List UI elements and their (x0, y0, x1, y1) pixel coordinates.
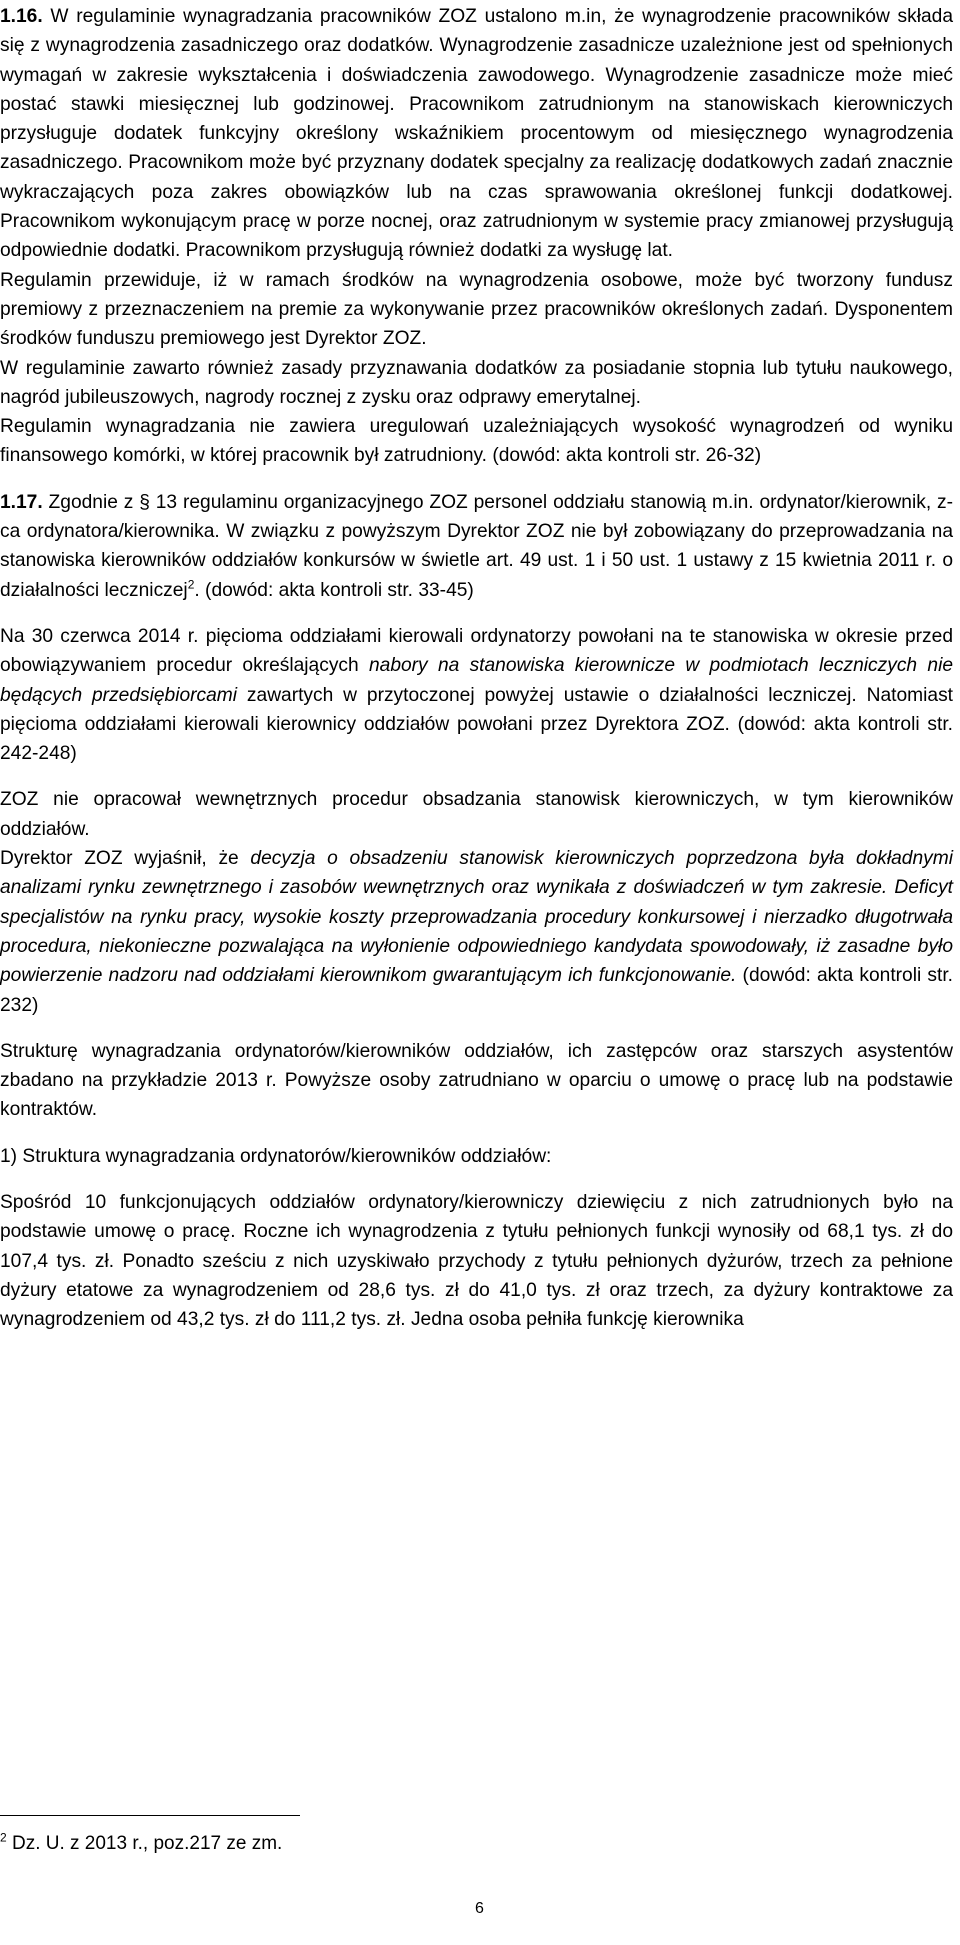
paragraph-section-1-16 (0, 2, 953, 266)
paragraph-text: W regulaminie wynagradzania pracowników ZOZ ustalono m.in, że wynagrodzenie pracowników składa się z wynagrodzenia zasadniczego oraz dodatków. Wynagrodzenie zasadnicze uzależnione jest od spełnionych wymagań w zakresie wykształcenia i doświadczenia zawodowego. Wynagrodzenie zasadnicze może mieć postać stawki miesięcznej lub godzinowej. Pracownikom zatrudnionym na stanowiskach kierowniczych przysługuje dodatek funkcyjny określony wskaźnikiem procentowym od miesięcznego wynagrodzenia zasadniczego. Pracownikom może być przyznany dodatek specjalny za realizację dodatkowych zadań znacznie wykraczających poza zakres obowiązków lub na czas sprawowania określonej funkcji dodatkowej. Pracownikom wykonującym pracę w porze nocnej, oraz zatrudnionym w systemie pracy zmianowej przysługują odpowiednie dodatki. Pracownikom przysługują również dodatki za wysługę lat. (0, 6, 953, 262)
paragraph-procedures: ZOZ nie opracował wewnętrznych procedur obsadzania stanowisk kierowniczych, w tym kierowników oddziałów. (0, 789, 953, 840)
paragraph-italic: decyzja o obsadzeniu stanowisk kierowniczych poprzedzona była dokładnymi analizami rynku zewnętrznego i zasobów wewnętrznych oraz wynikała z doświadczeń w tym zakresie. Deficyt specjalistów na rynku pracy, wysokie koszty przeprowadzania procedury konkursowej i nierzadko długotrwała procedura, niekonieczne pozwalająca na wyłonienie odpowiedniego kandydata spowodowały, iż zasadne było powierzenie nadzoru nad oddziałami kierownikom gwarantującym ich funkcjonowanie. (0, 848, 953, 987)
paragraph-june-30 (0, 622, 953, 768)
footnote-reference: 2 (187, 577, 195, 592)
paragraph-italic: nabory na stanowiska kierownicze w podmiotach leczniczych nie będących przedsiębiorcami (0, 655, 953, 706)
paragraph-text-end: . (dowód: akta kontroli str. 33-45) (194, 579, 474, 601)
page-number: 6 (475, 1900, 484, 1917)
section-number: 1.17. (0, 491, 43, 513)
footnote-marker: 2 (0, 1830, 7, 1845)
footnote (0, 1832, 282, 1856)
paragraph-text-end: (dowód: akta kontroli str. 232) (0, 965, 954, 1016)
paragraph-among-10: Spośród 10 funkcjonujących oddziałów ordynatory/kierowniczy dziewięciu z nich zatrudnionych było na podstawie umowę o pracę. Roczne ich wynagrodzenia z tytułu pełnionych funkcji wynosiły od 68,1 tys. zł do 107,4 tys. zł. Ponadto sześciu z nich uzyskiwało przychody z tytułu pełnionych dyżurów, trzech za pełnione dyżury etatowe za wynagrodzeniem od 28,6 tys. zł do 41,0 tys. zł oraz trzech, za dyżury kontraktowe za wynagrodzeniem od 43,2 tys. zł do 111,2 tys. zł. Jedna osoba pełniła funkcję kierownika (0, 1191, 953, 1331)
document-body (0, 2, 953, 1334)
paragraph-regulations: Regulamin wynagradzania nie zawiera uregulowań uzależniających wysokość wynagrodzeń od wyniku finansowego komórki, w której pracownik był zatrudniony. (dowód: akta kontroli str. 26-32) (0, 416, 953, 467)
paragraph-text: Dyrektor ZOZ wyjaśnił, że (0, 848, 251, 870)
paragraph-list-item-1: 1) Struktura wynagradzania ordynatorów/kierowników oddziałów: (0, 1145, 552, 1167)
paragraph-director-explanation (0, 844, 953, 1020)
section-number: 1.16. (0, 6, 43, 27)
footnote-divider (0, 1815, 300, 1816)
paragraph-section-1-17 (0, 488, 953, 605)
paragraph-text: Zgodnie z § 13 regulaminu organizacyjnego ZOZ personel oddziału stanowią m.in. ordynator/kierownik, z-ca ordynatora/kierownika. W związku z powyższym Dyrektor ZOZ nie był zobowiązany do przeprowadzania na stanowiska kierowników oddziałów konkursów w świetle art. 49 ust. 1 i 50 ust. 1 ustawy z 15 kwietnia 2011 r. o działalności leczniczej (0, 491, 953, 601)
paragraph-text: Na 30 czerwca 2014 r. pięcioma oddziałami kierowali ordynatorzy powołani na te stanowiska w okresie przed obowiązywaniem procedur określających (0, 625, 953, 677)
paragraph-structure: Strukturę wynagradzania ordynatorów/kierowników oddziałów, ich zastępców oraz starszych asystentów zbadano na przykładzie 2013 r. Powyższe osoby zatrudniano w oparciu o umowę o pracę lub na podstawie kontraktów. (0, 1040, 953, 1121)
paragraph-premium-fund: Regulamin przewiduje, iż w ramach środków na wynagrodzenia osobowe, może być tworzony fundusz premiowy z przeznaczeniem na premie za wykonywanie przez pracowników określonych zadań. Dysponentem środków funduszu premiowego jest Dyrektor ZOZ. (0, 269, 953, 350)
paragraph-allowances: W regulaminie zawarto również zasady przyznawania dodatków za posiadanie stopnia lub tytułu naukowego, nagród jubileuszowych, nagrody rocznej z zysku oraz odprawy emerytalnej. (0, 357, 953, 408)
paragraph-text-end: zawartych w przytoczonej powyżej ustawie o działalności leczniczej. Natomiast pięcioma oddziałami kierowali kierownicy oddziałów powołani przez Dyrektora ZOZ. (dowód: akta kontroli str. 242-248) (0, 684, 953, 765)
footnote-text: Dz. U. z 2013 r., poz.217 ze zm. (6, 1833, 283, 1854)
